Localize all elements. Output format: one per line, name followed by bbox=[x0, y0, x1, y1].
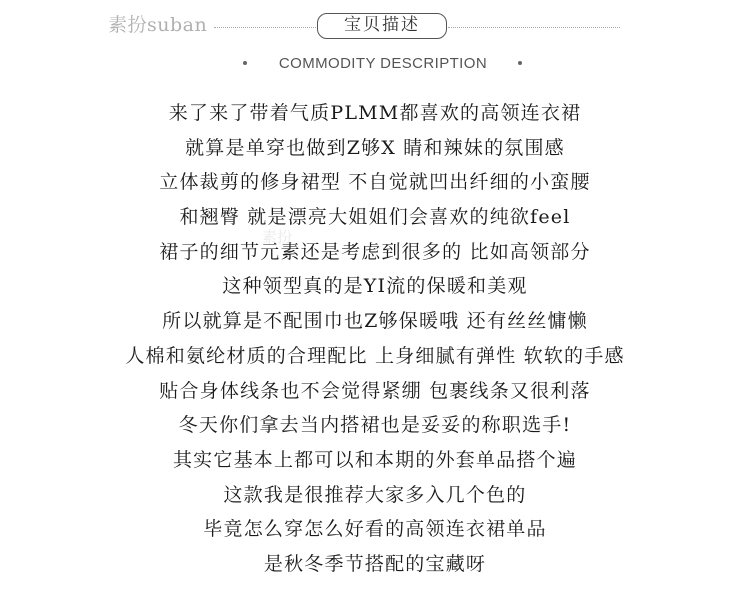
description-line: 立体裁剪的修身裙型 不自觉就凹出纤细的小蛮腰 bbox=[159, 171, 591, 194]
description-line: 和翘臀 就是漂亮大姐姐们会喜欢的纯欲feel bbox=[179, 206, 571, 229]
description-line: 这种领型真的是YI流的保暖和美观 bbox=[222, 275, 528, 298]
description-line: 是秋冬季节搭配的宝藏呀 bbox=[263, 552, 487, 575]
description-line: 冬天你们拿去当内搭裙也是妥妥的称职选手! bbox=[178, 414, 572, 437]
watermark: 素扮 bbox=[262, 228, 293, 246]
divider-left bbox=[214, 27, 318, 28]
description-line: 就算是单穿也做到Z够X 睛和辣妹的氛围感 bbox=[185, 136, 565, 159]
description-line: 所以就算是不配围巾也Z够保暖哦 还有丝丝慵懒 bbox=[162, 310, 588, 333]
divider-right bbox=[448, 27, 620, 28]
bullet-dot-icon bbox=[518, 61, 522, 65]
section-title: 宝贝描述 bbox=[317, 13, 447, 39]
section-subtitle: COMMODITY DESCRIPTION bbox=[278, 55, 488, 72]
description-line: 人棉和氨纶材质的合理配比 上身细腻有弹性 软软的手感 bbox=[125, 344, 625, 367]
description-line: 裙子的细节元素还是考虑到很多的 比如高领部分 bbox=[159, 240, 591, 263]
product-description bbox=[0, 96, 750, 582]
section-header bbox=[0, 0, 750, 90]
description-line: 这款我是很推荐大家多入几个色的 bbox=[223, 483, 527, 506]
description-line: 毕竟怎么穿怎么好看的高领连衣裙单品 bbox=[203, 518, 547, 541]
description-line: 来了来了带着气质PLMM都喜欢的高领连衣裙 bbox=[168, 102, 582, 124]
brand-logo: 素扮suban bbox=[108, 14, 208, 36]
subtitle-row bbox=[0, 54, 750, 74]
description-line: 贴合身体线条也不会觉得紧绷 包裹线条又很利落 bbox=[159, 379, 591, 402]
description-line: 其实它基本上都可以和本期的外套单品搭个遍 bbox=[172, 448, 577, 471]
